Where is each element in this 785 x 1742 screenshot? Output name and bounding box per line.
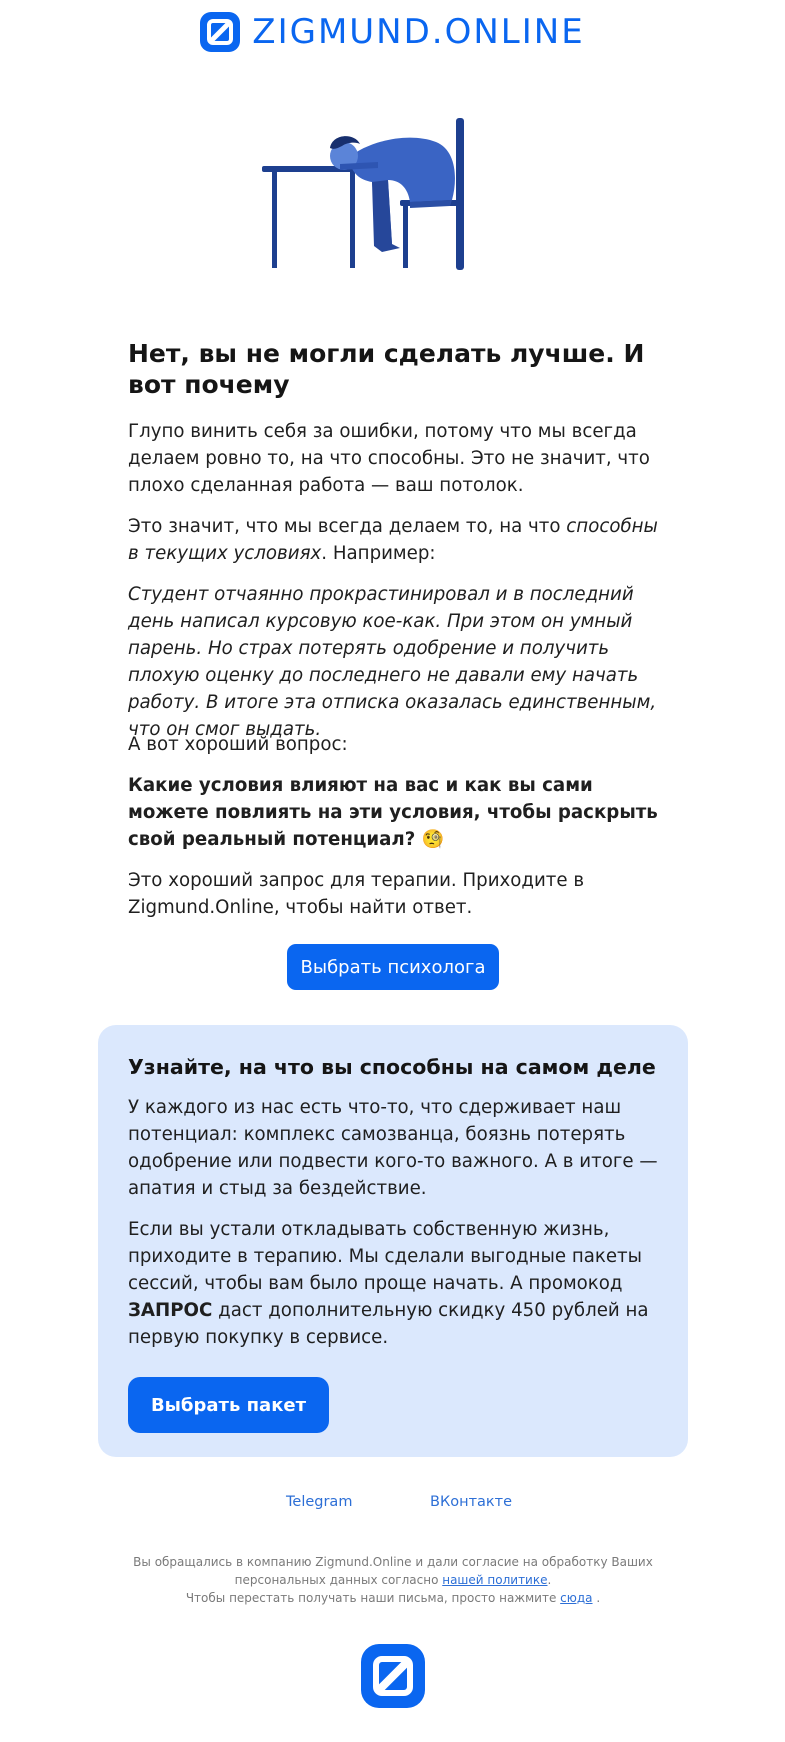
email-header — [0, 0, 785, 64]
article-paragraph-6: Это хороший запрос для терапии. Приходите в Zigmund.Online, чтобы найти ответ. — [128, 870, 585, 918]
footer-consent-end: . — [547, 1573, 552, 1587]
zigmund-logo-icon[interactable] — [200, 12, 240, 52]
vk-link[interactable]: ВКонтакте — [430, 1494, 513, 1510]
choose-package-button[interactable]: Выбрать пакет — [128, 1377, 329, 1433]
footer-consent-text: Вы обращались в компанию Zigmund.Online и дали согласие на обработку Ваших персональных данных согласно — [133, 1555, 653, 1587]
article-paragraph-4: А вот хороший вопрос: — [128, 734, 348, 755]
promo-paragraph-2 — [128, 1216, 664, 1351]
brand-name[interactable]: ZIGMUND.ONLINE — [252, 12, 585, 52]
telegram-link[interactable]: Telegram — [286, 1494, 353, 1510]
promo-code: ЗАПРОС — [128, 1300, 213, 1321]
paragraph-2-emphasis: способны в текущих условиях — [128, 516, 658, 564]
footer-unsubscribe-end: . — [592, 1591, 601, 1605]
promo-paragraph-2-end: даст дополнительную скидку 450 рублей на первую покупку в сервисе. — [128, 1300, 649, 1348]
promo-title: Узнайте, на что вы способны на самом деле — [128, 1055, 656, 1079]
footer-consent-line — [130, 1553, 656, 1589]
article-question-paragraph: Какие условия влияют на вас и как вы сами можете повлиять на эти условия, чтобы раскрыть свой реальный потенциал? 🧐 — [128, 775, 658, 850]
privacy-policy-link[interactable]: нашей политике — [442, 1573, 548, 1587]
unsubscribe-link[interactable]: сюда — [560, 1591, 593, 1605]
choose-psychologist-button[interactable]: Выбрать психолога — [287, 944, 499, 990]
article-title: Нет, вы не могли сделать лучше. И вот почему — [128, 339, 645, 399]
footer-unsubscribe-line — [130, 1589, 656, 1607]
tired-person-at-desk-illustration — [260, 118, 520, 308]
promo-paragraph-1: У каждого из нас есть что-то, что сдерживает наш потенциал: комплекс самозванца, боязнь потерять одобрение или подвести кого-то важного. А в итоге — апатия и стыд за бездействие. — [128, 1097, 658, 1199]
zigmund-logo-icon[interactable] — [361, 1644, 425, 1708]
article-paragraph-2 — [128, 513, 668, 567]
paragraph-2-end: . Например: — [321, 543, 436, 564]
footer-unsubscribe-text: Чтобы перестать получать наши письма, просто нажмите — [185, 1591, 561, 1605]
footer-legal — [130, 1553, 656, 1607]
paragraph-2-start: Это значит, что мы всегда делаем то, на что — [128, 516, 567, 537]
article-paragraph-1: Глупо винить себя за ошибки, потому что мы всегда делаем ровно то, на что способны. Это не значит, что плохо сделанная работа — ваш потолок. — [128, 421, 650, 496]
promo-paragraph-2-start: Если вы устали откладывать собственную жизнь, приходите в терапию. Мы сделали выгодные пакеты сессий, чтобы вам было проще начать. А промокод — [128, 1219, 642, 1294]
promo-block — [98, 1025, 688, 1457]
article-example-paragraph: Студент отчаянно прокрастинировал и в последний день написал курсовую кое-как. При этом он умный парень. Но страх потерять одобрение и получить плохую оценку до последнего не давали ему начать работу. В итоге эта отписка оказалась единственным, что он смог выдать. — [128, 584, 657, 740]
